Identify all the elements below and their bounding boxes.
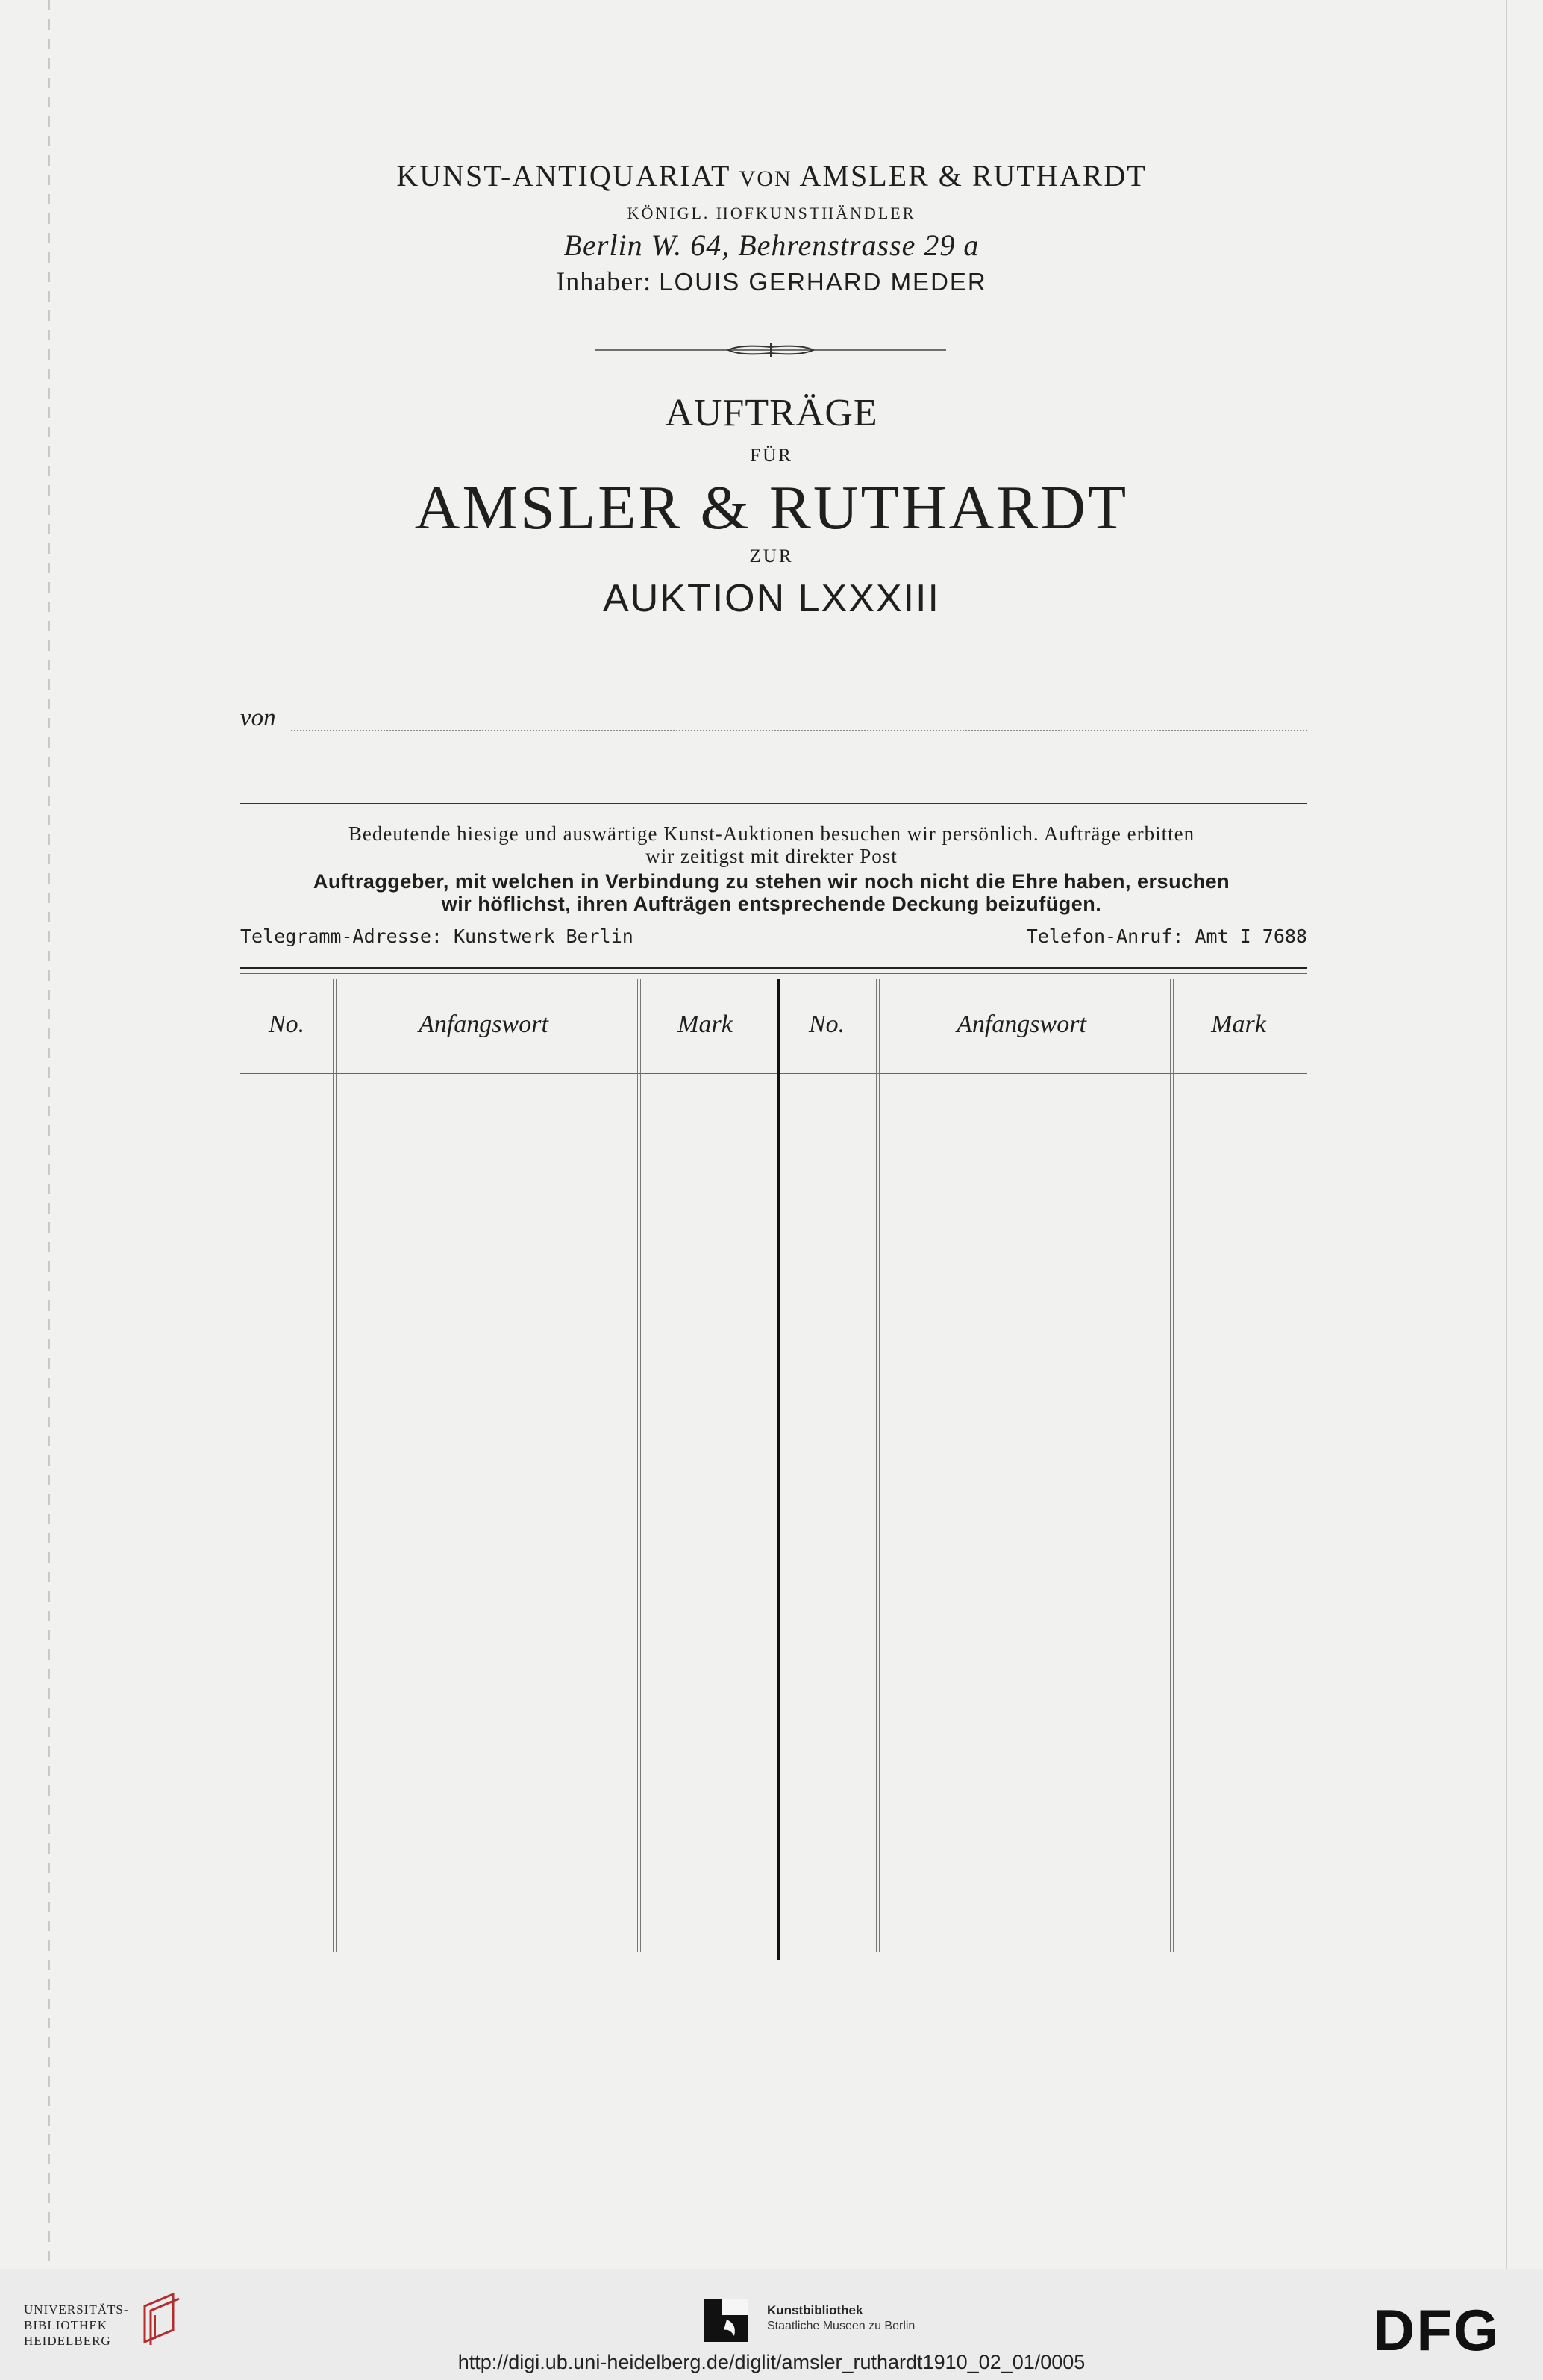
kunstbibliothek-name: Kunstbibliothek <box>767 2303 863 2317</box>
owner-label: Inhaber: <box>556 266 652 296</box>
header-left-word: Anfangswort <box>419 1011 548 1038</box>
firm-owner <box>0 266 1543 297</box>
page-spine-left <box>48 0 50 2269</box>
von-label: von <box>240 705 276 731</box>
notice-line-4: wir höflichst, ihren Aufträgen entsprechende Deckung beizufügen. <box>441 893 1102 915</box>
col-divider <box>876 979 877 1952</box>
firm-address: Berlin W. 64, Behrenstrasse 29 a <box>563 228 980 262</box>
notice-line-2: wir zeitigst mit direkter Post <box>645 845 898 867</box>
notice-line-1: Bedeutende hiesige und auswärtige Kunst-Auktionen besuchen wir persönlich. Aufträge erbitten <box>348 822 1195 845</box>
header-right-mark: Mark <box>1211 1011 1266 1038</box>
col-divider <box>333 979 334 1952</box>
title-firm: AMSLER & RUTHARDT <box>414 473 1129 543</box>
firm-subtitle: KÖNIGL. HOFKUNSTHÄNDLER <box>627 204 916 222</box>
order-table <box>240 967 1307 1960</box>
center-divider <box>777 979 780 1960</box>
telephone-number: Telefon-Anruf: Amt I 7688 <box>1026 925 1307 947</box>
col-divider <box>637 979 638 1952</box>
table-top-rule <box>240 967 1307 969</box>
kunstbibliothek-logo-icon <box>704 2299 748 2342</box>
table-top-rule-thin <box>240 973 1307 974</box>
firm-heading <box>0 158 1543 193</box>
source-url[interactable]: http://digi.ub.uni-heidelberg.de/diglit/amsler_ruthardt1910_02_01/0005 <box>457 2351 1086 2373</box>
telegram-address: Telegramm-Adresse: Kunstwerk Berlin <box>240 925 633 947</box>
title-auftraege: AUFTRÄGE <box>665 392 878 434</box>
header-left-no: No. <box>268 1011 305 1038</box>
contact-line <box>240 925 1307 951</box>
title-zur: ZUR <box>749 546 794 566</box>
col-divider <box>1170 979 1171 1952</box>
ub-line-2: BIBLIOTHEK <box>24 2318 107 2332</box>
col-divider <box>640 979 641 1952</box>
firm-name-a: KUNST-ANTIQUARIAT <box>396 159 730 193</box>
firm-von: VON <box>739 166 792 191</box>
ornament-divider-icon <box>595 342 946 358</box>
notice-line-3: Auftraggeber, mit welchen in Verbindung zu stehen wir noch nicht die Ehre haben, ersuchen <box>313 870 1230 893</box>
header-right-no: No. <box>808 1011 845 1038</box>
separator-rule <box>240 803 1307 804</box>
page-spine-right <box>1506 0 1507 2269</box>
header-left-mark: Mark <box>677 1011 733 1038</box>
title-fuer: FÜR <box>750 446 793 466</box>
von-field[interactable] <box>240 705 1307 734</box>
kunstbibliothek-subtitle: Staatliche Museen zu Berlin <box>767 2320 916 2332</box>
header-bottom-rule-2 <box>240 1073 1307 1074</box>
digitization-footer <box>0 2269 1543 2380</box>
header-right-word: Anfangswort <box>957 1011 1086 1038</box>
von-dotted-line <box>291 730 1307 731</box>
ub-line-1: UNIVERSITÄTS- <box>24 2302 129 2317</box>
owner-name: LOUIS GERHARD MEDER <box>659 268 987 296</box>
ub-book-icon <box>139 2290 184 2349</box>
firm-name-b: AMSLER & RUTHARDT <box>799 159 1147 193</box>
col-divider <box>336 979 337 1952</box>
title-auktion: AUKTION LXXXIII <box>603 577 940 620</box>
col-divider <box>879 979 880 1952</box>
ub-heidelberg-logo[interactable] <box>24 2302 129 2349</box>
notice-regular <box>0 822 1543 867</box>
dfg-logo: DFG <box>1373 2297 1500 2363</box>
notice-bold <box>0 870 1543 915</box>
col-divider <box>1173 979 1174 1952</box>
ub-line-3: HEIDELBERG <box>24 2334 111 2348</box>
